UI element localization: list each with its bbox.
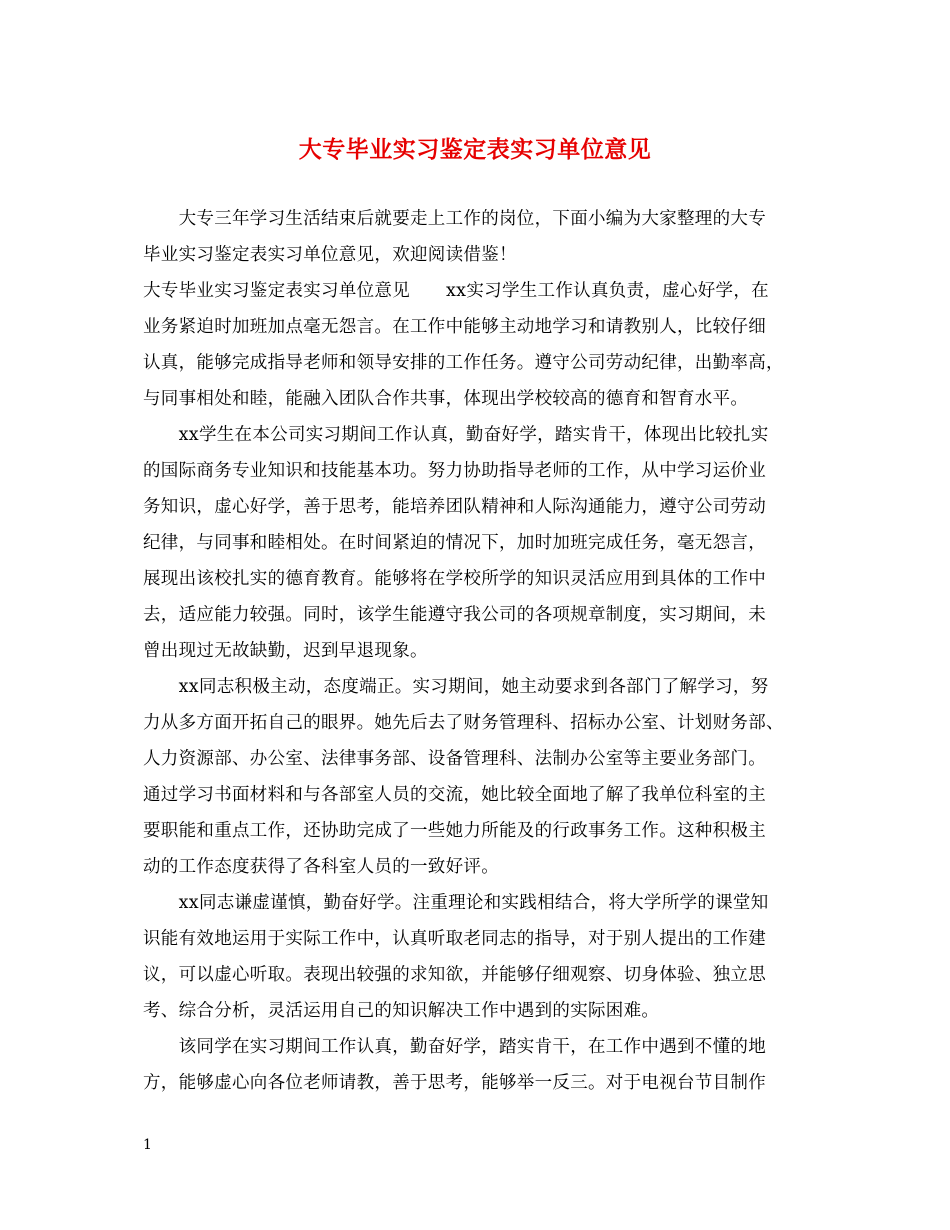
body-line: 展现出该校扎实的德育教育。能够将在学校所学的知识灵活应用到具体的工作中 [143,569,766,589]
body-line: 动的工作态度获得了各科室人员的一致好评。 [143,857,499,877]
body-line: 务知识，虚心好学，善于思考，能培养团队精神和人际沟通能力，遵守公司劳动 [143,497,766,517]
body-line: xx同志积极主动，态度端正。实习期间，她主动要求到各部门了解学习，努 [143,677,769,697]
document-title: 大专毕业实习鉴定表实习单位意见 [298,136,652,163]
body-line: xx同志谦虚谨慎，勤奋好学。注重理论和实践相结合，将大学所学的课堂知 [143,893,769,913]
body-line: 力从多方面开拓自己的眼界。她先后去了财务管理科、招标办公室、计划财务部、 [143,713,784,733]
body-line: 方，能够虚心向各位老师请教，善于思考，能够举一反三。对于电视台节目制作 [143,1073,766,1093]
body-line: 考、综合分析，灵活运用自己的知识解决工作中遇到的实际困难。 [143,1001,660,1021]
body-line: 业务紧迫时加班加点毫无怨言。在工作中能够主动地学习和请教别人，比较仔细 [143,317,766,337]
body-line: 该同学在实习期间工作认真，勤奋好学，踏实肯干，在工作中遇到不懂的地 [143,1037,766,1057]
body-line: 识能有效地运用于实际工作中，认真听取老同志的指导，对于别人提出的工作建 [143,929,766,949]
body-line: 议，可以虚心听取。表现出较强的求知欲，并能够仔细观察、切身体验、独立思 [143,965,766,985]
body-line: 人力资源部、办公室、法律事务部、设备管理科、法制办公室等主要业务部门。 [143,749,766,769]
page-number: 1 [143,1137,152,1153]
body-line: 通过学习书面材料和与各部室人员的交流，她比较全面地了解了我单位科室的主 [143,785,766,805]
body-line: 曾出现过无故缺勤，迟到早退现象。 [143,641,428,661]
body-line: 纪律，与同事和睦相处。在时间紧迫的情况下，加时加班完成任务，毫无怨言， [143,533,766,553]
body-line: 去，适应能力较强。同时，该学生能遵守我公司的各项规章制度，实习期间，未 [143,605,766,625]
body-line: 的国际商务专业知识和技能基本功。努力协助指导老师的工作，从中学习运价业 [143,461,766,481]
inline-paragraph-start: xx实习学生工作认真负责，虚心好学，在 [446,281,769,301]
inline-heading: 大专毕业实习鉴定表实习单位意见 [143,281,410,301]
body-line: xx学生在本公司实习期间工作认真，勤奋好学，踏实肯干，体现出比较扎实 [143,425,769,445]
body-line: 与同事相处和睦，能融入团队合作共事，体现出学校较高的德育和智育水平。 [143,389,749,409]
body-line: 毕业实习鉴定表实习单位意见，欢迎阅读借鉴！ [143,245,517,265]
body-line: 大专三年学习生活结束后就要走上工作的岗位，下面小编为大家整理的大专 [143,209,766,229]
body-line: 要职能和重点工作，还协助完成了一些她力所能及的行政事务工作。这种积极主 [143,821,766,841]
body-line: 认真，能够完成指导老师和领导安排的工作任务。遵守公司劳动纪律，出勤率高， [143,353,784,373]
body-line-with-gap [143,275,769,307]
